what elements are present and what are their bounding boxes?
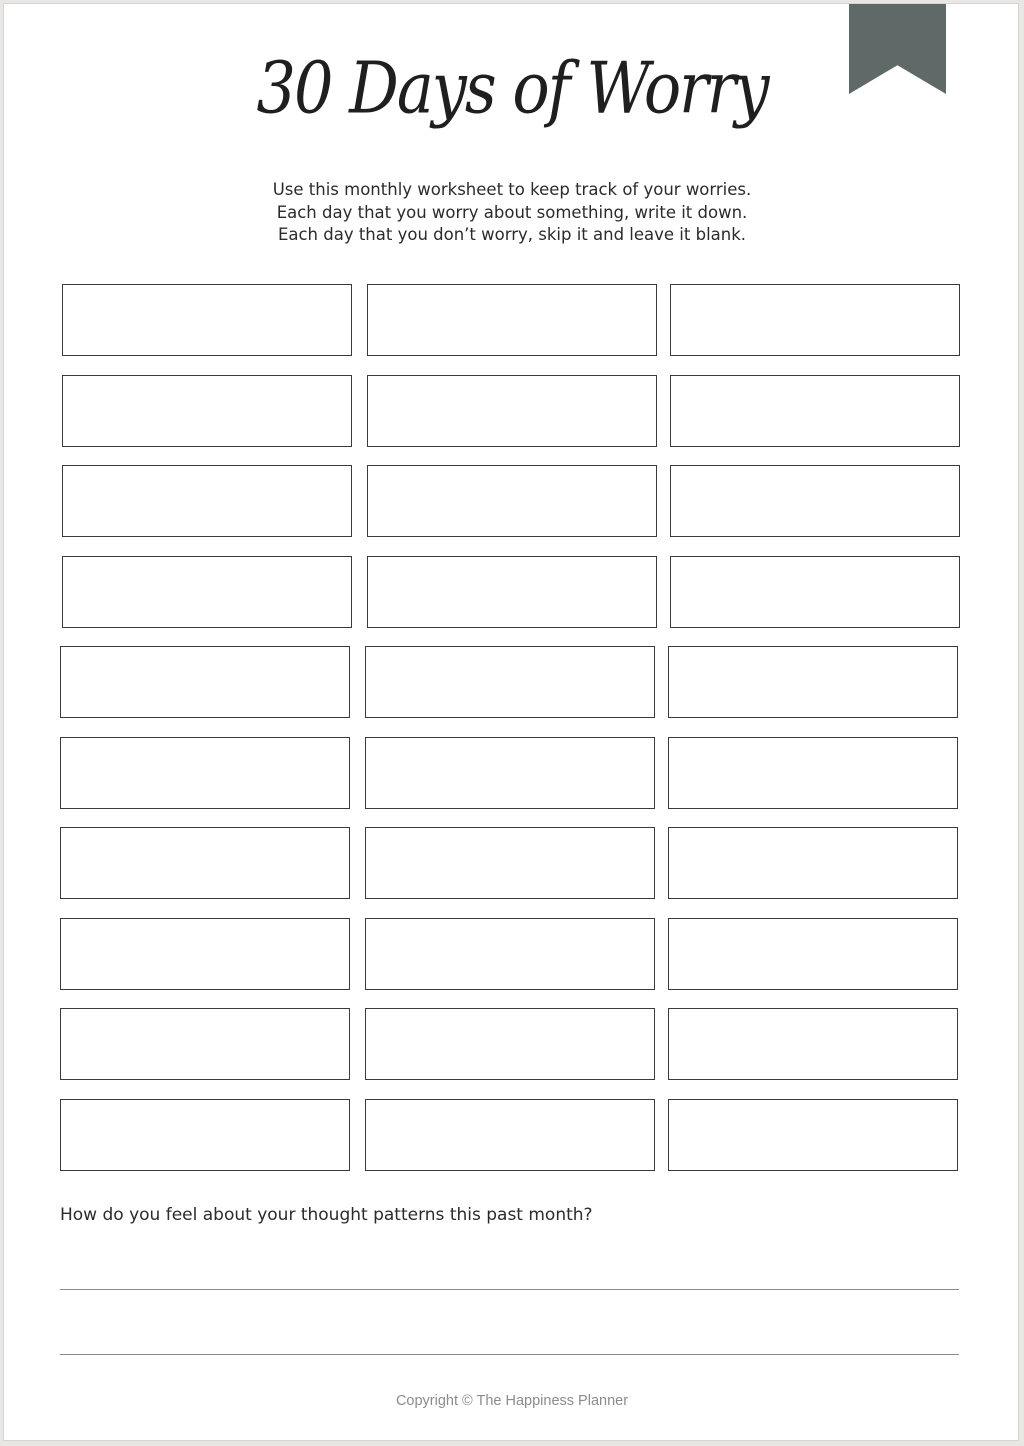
worry-box-day-17[interactable] — [365, 737, 655, 809]
worksheet-page — [3, 3, 1019, 1441]
worry-box-day-4[interactable] — [62, 375, 352, 447]
worry-box-day-19[interactable] — [60, 827, 350, 899]
worry-box-day-28[interactable] — [60, 1099, 350, 1171]
answer-line-2[interactable] — [60, 1354, 959, 1355]
page-title: 30 Days of Worry — [256, 46, 768, 130]
intro-line-1: Use this monthly worksheet to keep track of your worries. — [272, 180, 752, 199]
worry-box-day-15[interactable] — [668, 646, 958, 718]
worry-box-day-20[interactable] — [365, 827, 655, 899]
worry-box-day-1[interactable] — [62, 284, 352, 356]
worry-box-day-11[interactable] — [367, 556, 657, 628]
answer-line-1[interactable] — [60, 1289, 959, 1290]
worry-box-day-3[interactable] — [670, 284, 960, 356]
worry-box-day-23[interactable] — [365, 918, 655, 990]
intro-line-2: Each day that you worry about something, write it down. — [276, 202, 748, 222]
worry-box-day-6[interactable] — [670, 375, 960, 447]
worry-box-day-25[interactable] — [60, 1008, 350, 1080]
worry-box-day-5[interactable] — [367, 375, 657, 447]
worry-box-day-9[interactable] — [670, 465, 960, 537]
worry-box-day-18[interactable] — [668, 737, 958, 809]
intro-line-3: Each day that you don’t worry, skip it and leave it blank. — [277, 225, 747, 244]
worry-box-day-26[interactable] — [365, 1008, 655, 1080]
worry-box-day-13[interactable] — [60, 646, 350, 718]
worry-box-day-24[interactable] — [668, 918, 958, 990]
worry-box-day-14[interactable] — [365, 646, 655, 718]
worry-box-day-8[interactable] — [367, 465, 657, 537]
worry-box-day-12[interactable] — [670, 556, 960, 628]
worry-box-day-30[interactable] — [668, 1099, 958, 1171]
worry-box-day-21[interactable] — [668, 827, 958, 899]
worry-box-day-22[interactable] — [60, 918, 350, 990]
worry-box-grid — [4, 4, 1020, 1204]
worry-box-day-29[interactable] — [365, 1099, 655, 1171]
worry-box-day-27[interactable] — [668, 1008, 958, 1080]
copyright-footer: Copyright © The Happiness Planner — [395, 1393, 629, 1409]
worry-box-day-10[interactable] — [62, 556, 352, 628]
worry-box-day-7[interactable] — [62, 465, 352, 537]
worry-box-day-2[interactable] — [367, 284, 657, 356]
worry-box-day-16[interactable] — [60, 737, 350, 809]
reflection-question: How do you feel about your thought patterns this past month? — [60, 1205, 593, 1225]
